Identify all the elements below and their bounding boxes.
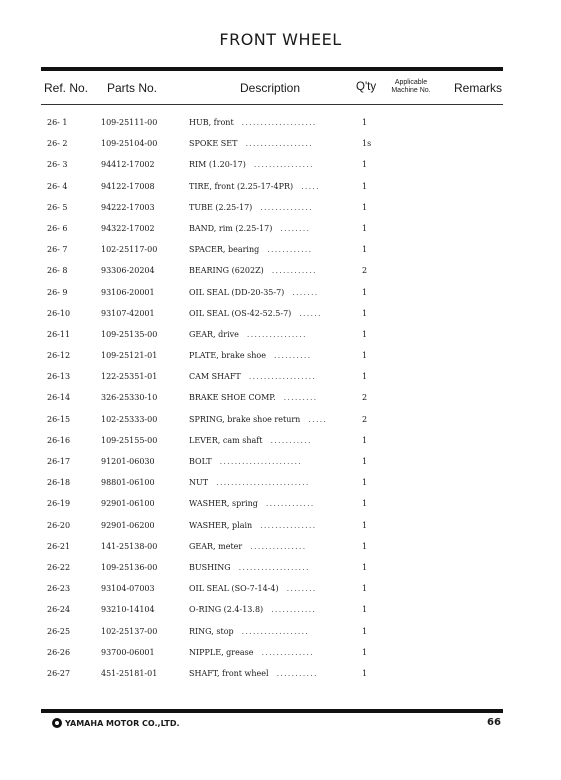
part-no-cell: 92901-06100: [101, 499, 155, 509]
part-no-cell: 109-25111-00: [101, 118, 158, 127]
table-row: [0, 536, 561, 557]
ref-cell: 26-15: [47, 414, 71, 424]
qty-cell: 1: [362, 202, 368, 212]
qty-cell: 2: [362, 266, 368, 276]
part-no-cell: 141-25138-00: [101, 541, 158, 551]
description-text: GEAR, meter: [189, 541, 243, 551]
header-rule: [41, 104, 503, 105]
ref-cell: 26- 7: [47, 245, 68, 255]
table-row: [0, 345, 561, 366]
table-row: [0, 197, 561, 218]
table-row: [0, 112, 561, 133]
top-rule: [41, 67, 503, 71]
description-cell: [189, 669, 318, 678]
table-row: [0, 430, 561, 451]
table-row: [0, 303, 561, 324]
ref-cell: 26-16: [47, 435, 71, 445]
description-text: NUT: [189, 478, 209, 488]
dot-leader: ........: [280, 223, 311, 233]
table-row: [0, 493, 561, 514]
part-no-cell: 93106-20001: [101, 287, 155, 297]
description-text: CAM SHAFT: [189, 372, 241, 382]
part-no-cell: 122-25351-01: [101, 372, 158, 382]
table-row: [0, 154, 561, 175]
header-parts-no: Parts No.: [107, 81, 158, 95]
qty-cell: 1: [362, 668, 368, 678]
qty-cell: 1: [362, 287, 368, 297]
table-row: [0, 557, 561, 578]
description-text: RIM (1.20-17): [189, 160, 246, 170]
header-ref-no: Ref. No.: [44, 81, 89, 95]
part-no-cell: 91201-06030: [101, 457, 155, 466]
description-cell: [189, 351, 311, 360]
table-row: [0, 282, 561, 303]
dot-leader: ............: [271, 266, 317, 276]
description-cell: [189, 648, 314, 657]
dot-leader: .....: [301, 181, 320, 191]
description-cell: [189, 436, 312, 445]
ref-cell: 26-13: [47, 372, 71, 382]
description-text: OIL SEAL (DD-20-35-7): [189, 287, 285, 297]
description-text: LEVER, cam shaft: [189, 435, 263, 445]
qty-cell: 1: [362, 245, 368, 255]
ref-cell: 26- 3: [47, 160, 68, 170]
ref-cell: 26- 9: [47, 287, 68, 297]
dot-leader: .......: [292, 287, 319, 297]
ref-cell: 26-24: [47, 605, 71, 615]
dot-leader: ......................: [219, 457, 302, 466]
part-no-cell: 94322-17002: [101, 223, 155, 233]
description-text: O-RING (2.4-13.8): [189, 605, 264, 615]
ref-cell: 26-20: [47, 520, 71, 530]
description-text: SHAFT, front wheel: [189, 668, 269, 678]
qty-cell: 1: [362, 223, 368, 233]
qty-cell: 1s: [362, 139, 372, 149]
bottom-rule: [41, 709, 503, 713]
dot-leader: ......: [299, 308, 322, 318]
table-row: [0, 239, 561, 260]
table-row: [0, 324, 561, 345]
description-cell: [189, 330, 307, 339]
table-row: [0, 621, 561, 642]
ref-cell: 26- 8: [47, 266, 68, 276]
dot-leader: .........: [283, 393, 318, 403]
table-row: [0, 578, 561, 599]
ref-cell: 26-11: [47, 329, 71, 339]
description-text: WASHER, spring: [189, 499, 258, 509]
qty-cell: 1: [362, 605, 368, 615]
table-row: [0, 176, 561, 197]
dot-leader: ..............: [261, 647, 314, 657]
qty-cell: 1: [362, 478, 368, 488]
part-no-cell: 102-25117-00: [101, 245, 158, 255]
description-text: SPOKE SET: [189, 139, 238, 149]
description-text: BRAKE SHOE COMP.: [189, 393, 276, 403]
description-text: OIL SEAL (OS-42-52.5-7): [189, 308, 292, 318]
part-no-cell: 102-25333-00: [101, 414, 158, 424]
description-text: SPACER, bearing: [189, 245, 260, 255]
description-text: GEAR, drive: [189, 329, 239, 339]
table-row: [0, 133, 561, 154]
description-cell: [189, 245, 312, 254]
table-row: [0, 642, 561, 663]
ref-cell: 26-22: [47, 562, 71, 572]
description-cell: [189, 478, 310, 487]
qty-cell: 1: [362, 181, 368, 191]
part-no-cell: 109-25104-00: [101, 139, 158, 149]
description-text: WASHER, plain: [189, 520, 253, 530]
description-cell: [189, 203, 313, 212]
qty-cell: 1: [362, 308, 368, 318]
table-row: [0, 409, 561, 430]
parts-table: [0, 112, 561, 684]
dot-leader: ..................: [248, 372, 317, 382]
ref-cell: 26-17: [47, 457, 71, 466]
description-cell: [189, 415, 327, 424]
qty-cell: 1: [362, 160, 368, 170]
description-cell: [189, 563, 310, 572]
ref-cell: 26- 1: [47, 118, 68, 127]
table-row: [0, 515, 561, 536]
description-cell: [189, 499, 315, 508]
dot-leader: ..........: [273, 351, 312, 361]
description-text: TIRE, front (2.25-17-4PR): [189, 181, 294, 191]
part-no-cell: 102-25137-00: [101, 626, 158, 636]
table-row: [0, 366, 561, 387]
part-no-cell: 93700-06001: [101, 647, 155, 657]
description-text: NIPPLE, grease: [189, 647, 254, 657]
ref-cell: 26-10: [47, 308, 71, 318]
qty-cell: 1: [362, 351, 368, 361]
description-cell: [189, 309, 322, 318]
dot-leader: ...................: [238, 562, 310, 572]
qty-cell: 1: [362, 626, 368, 636]
qty-cell: 1: [362, 372, 368, 382]
dot-leader: ..................: [245, 139, 313, 149]
description-text: RING, stop: [189, 626, 234, 636]
qty-cell: 1: [362, 562, 368, 572]
header-applicable-line1: Applicable: [394, 79, 428, 86]
description-text: PLATE, brake shoe: [189, 351, 266, 361]
table-row: [0, 260, 561, 281]
dot-leader: ........: [286, 584, 317, 594]
table-row: [0, 599, 561, 620]
dot-leader: ...........: [270, 435, 312, 445]
header-applicable: [387, 79, 435, 95]
ref-cell: 26- 6: [47, 223, 68, 233]
ref-cell: 26-27: [47, 668, 71, 678]
page-number: 66: [487, 717, 501, 728]
dot-leader: ................: [246, 329, 307, 339]
ref-cell: 26- 2: [47, 139, 68, 149]
part-no-cell: 109-25136-00: [101, 562, 158, 572]
ref-cell: 26-14: [47, 393, 71, 403]
table-header: [0, 78, 561, 102]
qty-cell: 1: [362, 520, 368, 530]
description-text: TUBE (2.25-17): [189, 202, 253, 212]
table-row: [0, 451, 561, 472]
company-logo: [52, 718, 180, 728]
dot-leader: ............: [267, 245, 313, 255]
qty-cell: 1: [362, 457, 368, 466]
part-no-cell: 94222-17003: [101, 202, 155, 212]
description-cell: [189, 605, 316, 614]
description-cell: [189, 288, 319, 297]
table-row: [0, 218, 561, 239]
ref-cell: 26-26: [47, 647, 71, 657]
description-cell: [189, 224, 310, 233]
yamaha-emblem-icon: [52, 718, 62, 728]
qty-cell: 1: [362, 647, 368, 657]
qty-cell: 2: [362, 414, 368, 424]
description-cell: [189, 139, 313, 148]
description-text: BEARING (6202Z): [189, 266, 264, 276]
part-no-cell: 109-25135-00: [101, 329, 158, 339]
description-cell: [189, 627, 309, 636]
table-row: [0, 472, 561, 493]
description-cell: [189, 182, 320, 191]
qty-cell: 1: [362, 435, 368, 445]
qty-cell: 2: [362, 393, 368, 403]
ref-cell: 26-25: [47, 626, 71, 636]
header-remarks: Remarks: [454, 81, 503, 95]
header-qty: Q'ty: [356, 81, 377, 93]
dot-leader: ..............: [260, 202, 313, 212]
dot-leader: .........................: [216, 478, 310, 488]
ref-cell: 26-21: [47, 541, 71, 551]
description-cell: [189, 118, 317, 127]
description-text: OIL SEAL (SO-7-14-4): [189, 584, 279, 594]
dot-leader: .............: [265, 499, 315, 509]
part-no-cell: 93210-14104: [101, 605, 155, 615]
description-text: SPRING, brake shoe return: [189, 414, 301, 424]
part-no-cell: 93107-42001: [101, 308, 155, 318]
description-text: HUB, front: [189, 118, 234, 127]
qty-cell: 1: [362, 584, 368, 594]
table-row: [0, 663, 561, 684]
dot-leader: ...........: [276, 668, 318, 678]
part-no-cell: 94412-17002: [101, 160, 155, 170]
dot-leader: ..................: [241, 626, 310, 636]
description-text: BOLT: [189, 457, 212, 466]
dot-leader: ...............: [260, 520, 317, 530]
description-cell: [189, 542, 306, 551]
part-no-cell: 109-25155-00: [101, 435, 158, 445]
ref-cell: 26-19: [47, 499, 71, 509]
description-text: BUSHING: [189, 562, 231, 572]
part-no-cell: 93104-07003: [101, 584, 155, 594]
ref-cell: 26-12: [47, 351, 71, 361]
company-name: YAMAHA MOTOR CO.,LTD.: [65, 718, 180, 728]
description-cell: [189, 393, 317, 402]
part-no-cell: 451-25181-01: [101, 668, 158, 678]
header-applicable-line2: Machine No.: [391, 87, 431, 94]
part-no-cell: 98801-06100: [101, 478, 155, 488]
description-cell: [189, 584, 317, 593]
part-no-cell: 109-25121-01: [101, 351, 158, 361]
part-no-cell: 326-25330-10: [101, 393, 158, 403]
description-cell: [189, 372, 316, 381]
dot-leader: ............: [271, 605, 317, 615]
page-title: FRONT WHEEL: [219, 30, 342, 49]
header-description: Description: [240, 81, 301, 95]
description-cell: [189, 457, 302, 466]
part-no-cell: 92901-06200: [101, 520, 155, 530]
description-cell: [189, 266, 317, 275]
qty-cell: 1: [362, 499, 368, 509]
qty-cell: 1: [362, 329, 368, 339]
part-no-cell: 94122-17008: [101, 181, 155, 191]
ref-cell: 26- 4: [47, 181, 68, 191]
ref-cell: 26-23: [47, 584, 71, 594]
ref-cell: 26- 5: [47, 202, 68, 212]
ref-cell: 26-18: [47, 478, 71, 488]
dot-leader: .....: [308, 414, 328, 424]
dot-leader: ................: [253, 160, 314, 170]
part-no-cell: 93306-20204: [101, 266, 155, 276]
qty-cell: 1: [362, 118, 368, 127]
description-cell: [189, 521, 316, 530]
dot-leader: ....................: [241, 118, 317, 127]
description-cell: [189, 160, 314, 169]
description-text: BAND, rim (2.25-17): [189, 223, 273, 233]
dot-leader: ...............: [250, 541, 307, 551]
qty-cell: 1: [362, 541, 368, 551]
table-row: [0, 387, 561, 408]
